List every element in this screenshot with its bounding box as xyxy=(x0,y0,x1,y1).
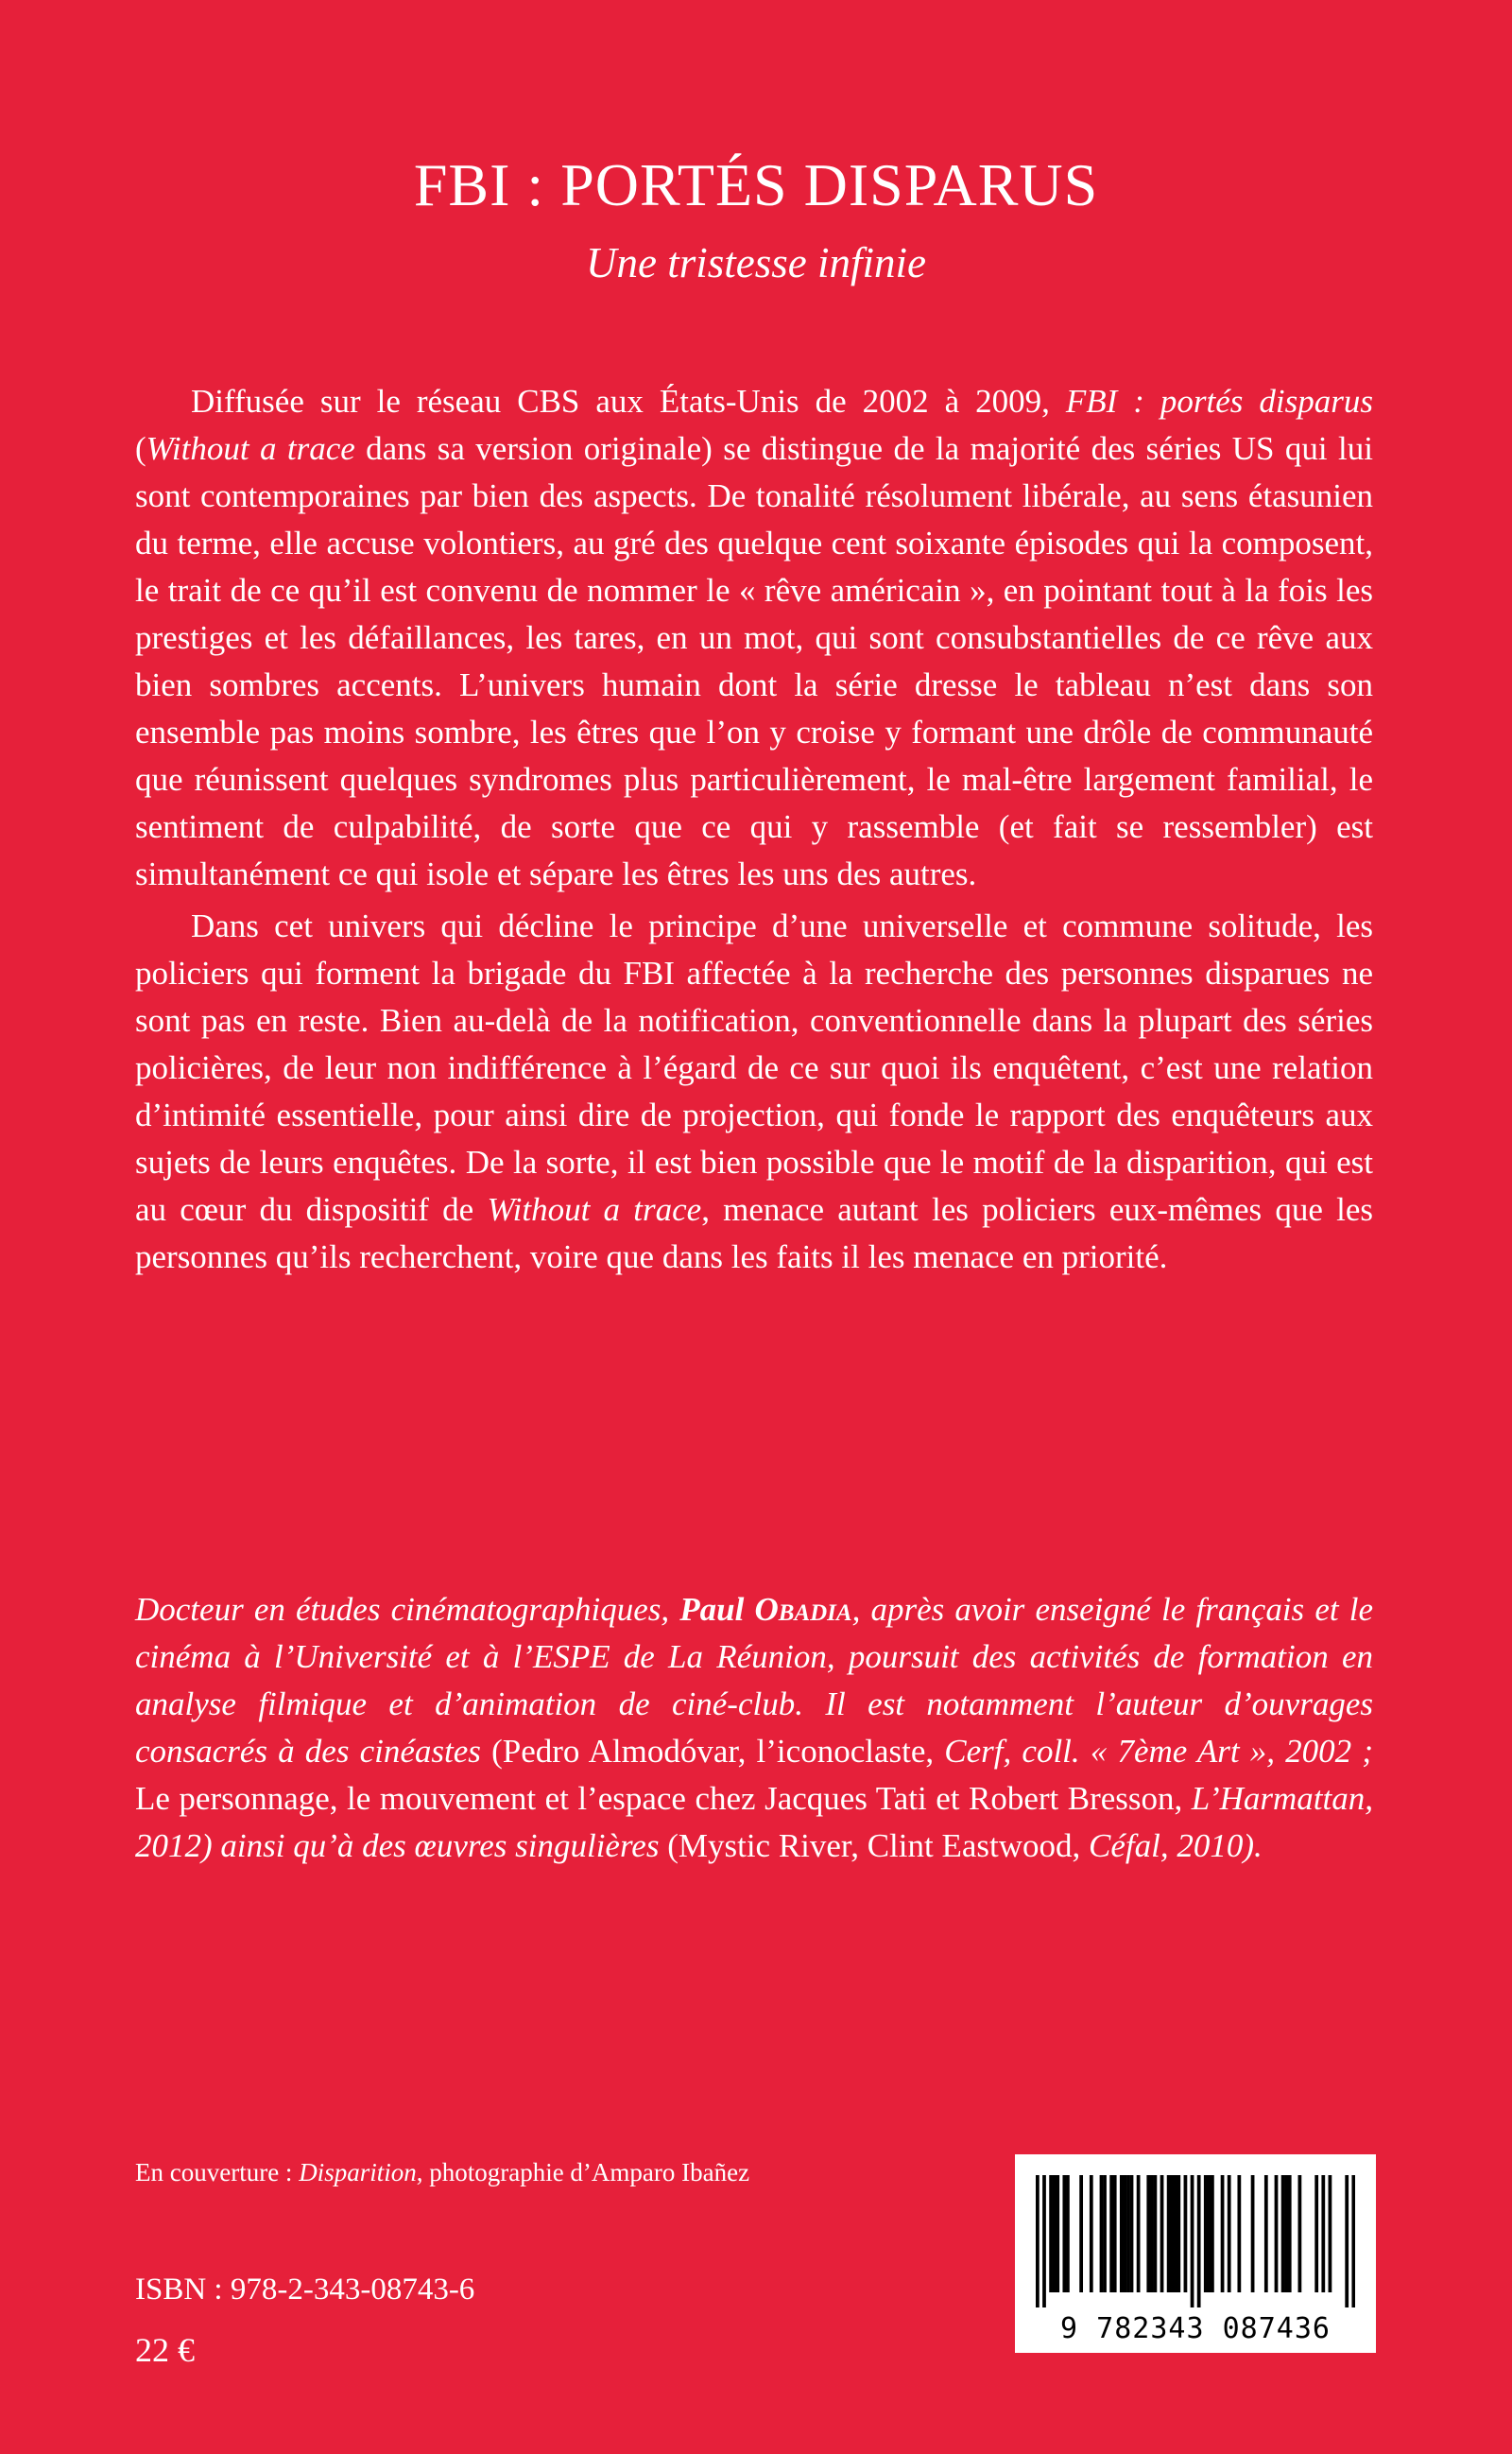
barcode-bar xyxy=(1288,2175,1292,2292)
barcode-bar xyxy=(1160,2175,1164,2292)
barcode-bar xyxy=(1197,2175,1201,2307)
summary-text: dans sa version originale) se distingue de la majorité des séries US qui lui sont contemporaines par bien des aspects. De tonalité résolument libérale, au sens étasunien du terme, elle accuse volontiers, au gré des quelque cent soixante épisodes qui la composent, le trait de ce qu’il est convenu de nommer le « rêve américain », en pointant tout à la fois les prestiges et les défaillances, les tares, en un mot, qui sont consubstantielles de ce rêve aux bien sombres accents. L’univers humain dont la série dresse le tableau n’est dans son ensemble pas moins sombre, les êtres que l’on y croise y formant une drôle de communauté que réunissent quelques syndromes plus particulièrement, le mal-être largement familial, le sentiment de culpabilité, de sorte que ce qui y rassemble (et fait se ressembler) est simultanément ce qui isole et sépare les êtres les uns des autres. xyxy=(135,430,1373,892)
bio-text: L’Harmattan, 2012) ainsi qu’à des œuvres singulières xyxy=(135,1780,1373,1864)
barcode-bar xyxy=(1345,2175,1349,2307)
barcode-bar xyxy=(1049,2175,1053,2292)
barcode-bar xyxy=(1154,2175,1158,2292)
bio-text: Le personnage, le mouvement et l’espace chez Jacques Tati et Robert Bresson, xyxy=(135,1780,1192,1817)
barcode-bar xyxy=(1126,2175,1130,2292)
barcode-bar xyxy=(1184,2175,1188,2292)
barcode-bar xyxy=(1056,2175,1059,2292)
barcode-bar xyxy=(1211,2175,1214,2292)
book-subtitle: Une tristesse infinie xyxy=(586,239,926,286)
price: 22 € xyxy=(135,2331,195,2369)
credit-rest: , photographie d’Amparo Ibañez xyxy=(416,2158,750,2186)
credit-prefix: En couverture : xyxy=(135,2158,300,2186)
barcode-bar xyxy=(1100,2175,1104,2292)
barcode xyxy=(1015,2154,1376,2353)
barcode-bar xyxy=(1314,2175,1318,2292)
bio-text: (Mystic River, Clint Eastwood, xyxy=(667,1827,1089,1864)
barcode-bar xyxy=(1109,2175,1113,2292)
barcode-bar xyxy=(1170,2175,1174,2292)
barcode-bar xyxy=(1204,2175,1208,2292)
barcode-bar xyxy=(1177,2175,1180,2292)
author-first-name: Paul xyxy=(679,1591,755,1628)
barcode-bar xyxy=(1079,2175,1083,2292)
barcode-bar xyxy=(1124,2175,1127,2292)
barcode-bar xyxy=(1174,2175,1177,2292)
summary-text: ( xyxy=(135,430,146,467)
bio-text: (Pedro Almodóvar, l’iconoclaste, xyxy=(491,1733,945,1770)
barcode-bar xyxy=(1275,2175,1279,2292)
barcode-bar xyxy=(1237,2175,1241,2292)
barcode-bar xyxy=(1150,2175,1154,2292)
barcode-bar xyxy=(1103,2175,1107,2292)
barcode-bar xyxy=(1329,2175,1332,2292)
summary-paragraph-1 xyxy=(135,378,1373,898)
summary xyxy=(135,378,1373,1281)
barcode-bar xyxy=(1113,2175,1117,2292)
barcode-bar xyxy=(1321,2175,1325,2292)
barcode-bar xyxy=(1281,2175,1285,2292)
cover-credit xyxy=(135,2155,749,2189)
barcode-bar xyxy=(1191,2175,1194,2307)
summary-text: Dans cet univers qui décline le principe d’une universelle et commune solitude, les policiers qui forment la brigade du FBI affectée à la recherche des personnes disparues ne sont pas en reste. Bien au-delà de la notification, conventionnelle dans la plupart des séries policières, de leur non indifférence à l’égard de ce sur quoi ils enquêtent, c’est une relation d’intimité essentielle, pour ainsi dire de projection, qui fonde le rapport des enquêteurs aux sujets de leurs enquêtes. De la sorte, il est bien possible que le motif de la disparition, qui est au cœur du dispositif de xyxy=(135,907,1373,1228)
barcode-bar xyxy=(1207,2175,1211,2292)
author-bio xyxy=(135,1586,1373,1870)
barcode-bar xyxy=(1251,2175,1255,2292)
series-title-en: Without a trace xyxy=(146,430,355,467)
bio-text: Cerf, coll. « 7ème Art », 2002 ; xyxy=(944,1733,1373,1770)
bio-text: Céfal, 2010). xyxy=(1089,1827,1263,1864)
barcode-bar xyxy=(1066,2175,1070,2292)
header xyxy=(0,151,1512,287)
barcode-bar xyxy=(1264,2175,1268,2292)
bio-text: , après avoir enseigné le français et le cinéma à l’Université et à l’ESPE de La Réunion, poursuit des activités de formation en analyse filmique et d’animation de ciné-club. Il est notamment l’auteur d’ouvrages consacrés à des cinéastes xyxy=(135,1591,1373,1770)
barcode-bar xyxy=(1053,2175,1057,2292)
barcode-bar xyxy=(1042,2175,1046,2307)
barcode-bar xyxy=(1228,2175,1231,2292)
summary-paragraph-2 xyxy=(135,903,1373,1281)
barcode-bar xyxy=(1090,2175,1093,2292)
credit-work: Disparition xyxy=(299,2158,417,2186)
barcode-bar xyxy=(1284,2175,1288,2292)
barcode-bar xyxy=(1036,2175,1040,2307)
summary-text: , menace autant les policiers eux-mêmes que les personnes qu’ils recherchent, voire que dans les faits il les menace en priorité. xyxy=(135,1191,1374,1275)
series-title-fr: FBI : portés disparus xyxy=(1065,383,1373,420)
barcode-bar xyxy=(1146,2175,1150,2292)
isbn: ISBN : 978-2-343-08743-6 xyxy=(135,2273,475,2307)
barcode-bar xyxy=(1298,2175,1302,2292)
author-name xyxy=(679,1591,851,1628)
barcode-bar xyxy=(1130,2175,1134,2292)
barcode-bar xyxy=(1062,2175,1066,2292)
barcode-bar xyxy=(1221,2175,1225,2292)
barcode-bar xyxy=(1120,2175,1124,2292)
series-title-en: Without a trace xyxy=(487,1191,702,1228)
barcode-bar xyxy=(1137,2175,1141,2292)
bio-text: Docteur en études cinématographiques, xyxy=(135,1591,680,1628)
barcode-bar xyxy=(1351,2175,1355,2307)
book-title: FBI : PORTÉS DISPARUS xyxy=(413,151,1099,218)
barcode-digits: 9 782343 087436 xyxy=(1060,2312,1331,2345)
author-last-name: Obadia xyxy=(754,1591,852,1628)
barcode-bars xyxy=(1036,2175,1355,2307)
summary-text: Diffusée sur le réseau CBS aux États-Unis de 2002 à 2009, xyxy=(191,383,1066,420)
barcode-bar xyxy=(1167,2175,1171,2292)
author-bio-paragraph xyxy=(135,1586,1373,1870)
